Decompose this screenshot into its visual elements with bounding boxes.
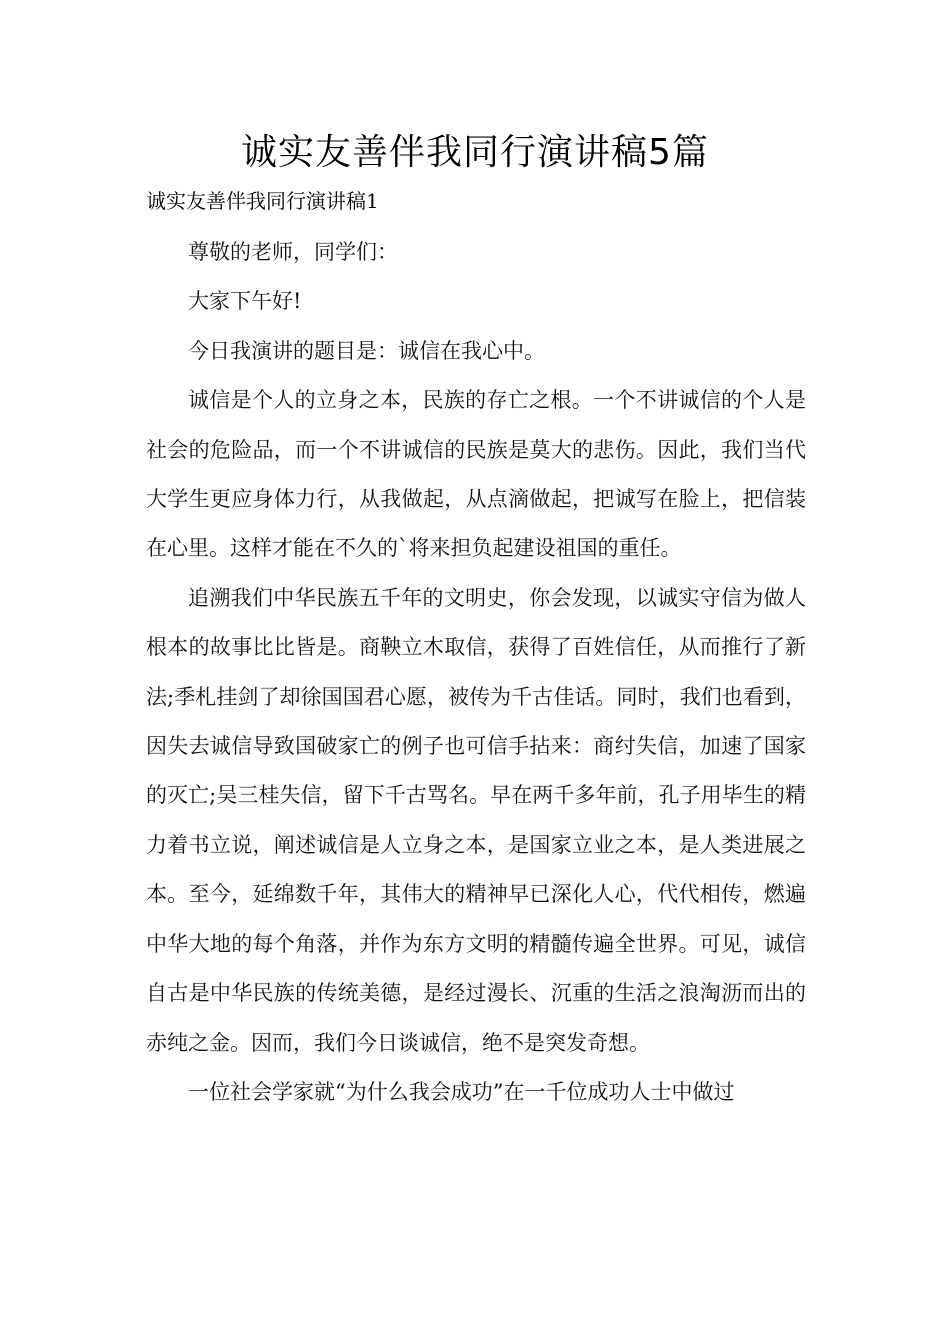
paragraph-integrity-foundation: 诚信是个人的立身之本，民族的存亡之根。一个不讲诚信的个人是社会的危险品，而一个不讲诚信的民族是莫大的悲伤。因此，我们当代大学生更应身体力行，从我做起，从点滴做起，把诚写在脸上，把信装在心里。这样才能在不久的`将来担负起建设祖国的重任。 <box>146 388 806 561</box>
paragraph-history: 追溯我们中华民族五千年的文明史，你会发现，以诚实守信为做人根本的故事比比皆是。商鞅立木取信，获得了百姓信任，从而推行了新法;季札挂剑了却徐国国君心愿，被传为千古佳话。同时，我们也看到，因失去诚信导致国破家亡的例子也可信手拈来：商纣失信，加速了国家的灭亡;吴三桂失信，留下千古骂名。早在两千多年前，孔子用毕生的精力着书立说，阐述诚信是人立身之本，是国家立业之本，是人类进展之本。至今，延绵数千年，其伟大的精神早已深化人心，代代相传，燃遍中华大地的每个角落，并作为东方文明的精髓传遍全世界。可见，诚信自古是中华民族的传统美德，是经过漫长、沉重的生活之浪淘沥而出的赤纯之金。因而，我们今日谈诚信，绝不是突发奇想。 <box>146 585 806 1055</box>
document-body <box>146 228 806 1117</box>
document-title: 诚实友善伴我同行演讲稿5篇 <box>241 132 709 173</box>
section-heading: 诚实友善伴我同行演讲稿1 <box>146 189 379 213</box>
paragraph-greeting: 尊敬的老师，同学们： <box>188 240 398 264</box>
paragraph-topic: 今日我演讲的题目是：诚信在我心中。 <box>188 338 545 363</box>
paragraph-salutation: 大家下午好! <box>188 289 302 314</box>
paragraph-sociologist: 一位社会学家就“为什么我会成功”在一千位成功人士中做过 <box>188 1079 735 1104</box>
